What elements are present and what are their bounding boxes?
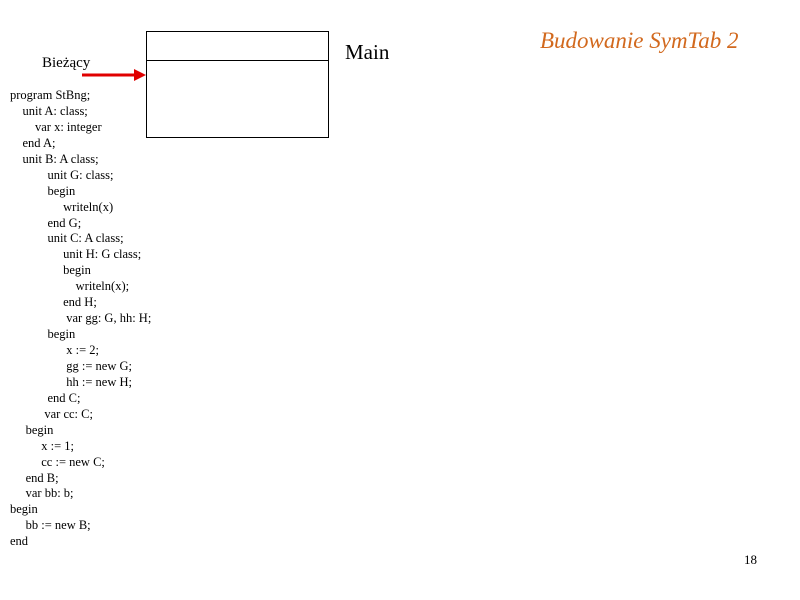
code-line: var gg: G, hh: H; xyxy=(10,311,152,326)
current-label: Bieżący xyxy=(42,55,91,71)
current-pointer-arrow-icon xyxy=(82,67,148,83)
code-line: unit B: A class; xyxy=(10,151,99,166)
code-line: begin xyxy=(10,502,38,517)
code-line: writeln(x) xyxy=(10,199,114,214)
code-line: x := 2; xyxy=(10,343,99,357)
code-line: unit A: class; xyxy=(10,103,88,118)
slide-title: Budowanie SymTab 2 xyxy=(540,28,739,53)
code-line: gg := new G; xyxy=(10,358,132,373)
code-line: bb := new B; xyxy=(10,518,91,533)
code-line: end B; xyxy=(10,470,59,485)
code-line: var bb: b; xyxy=(10,486,74,501)
code-line: end H; xyxy=(10,295,97,310)
frame-divider xyxy=(147,60,328,61)
code-line: var x: integer xyxy=(10,119,102,134)
code-line: unit H: G class; xyxy=(10,247,142,262)
code-line: x := 1; xyxy=(10,438,74,453)
code-line: begin xyxy=(10,263,91,278)
code-line: program StBng; xyxy=(10,88,91,102)
code-line: cc := new C; xyxy=(10,454,105,469)
code-line: end C; xyxy=(10,390,81,405)
code-line: begin xyxy=(10,327,76,342)
code-line: begin xyxy=(10,183,76,198)
main-frame xyxy=(146,31,329,138)
code-line: begin xyxy=(10,422,54,437)
code-line: end G; xyxy=(10,215,82,230)
code-listing xyxy=(10,88,151,550)
code-line: end xyxy=(10,534,29,549)
code-line: end A; xyxy=(10,135,56,150)
page-number: 18 xyxy=(744,552,757,567)
code-line: unit C: A class; xyxy=(10,231,124,246)
code-line: var cc: C; xyxy=(10,406,93,421)
code-line: unit G: class; xyxy=(10,167,114,182)
code-line: writeln(x); xyxy=(10,279,130,294)
code-line: hh := new H; xyxy=(10,374,132,389)
main-label: Main xyxy=(345,40,390,64)
